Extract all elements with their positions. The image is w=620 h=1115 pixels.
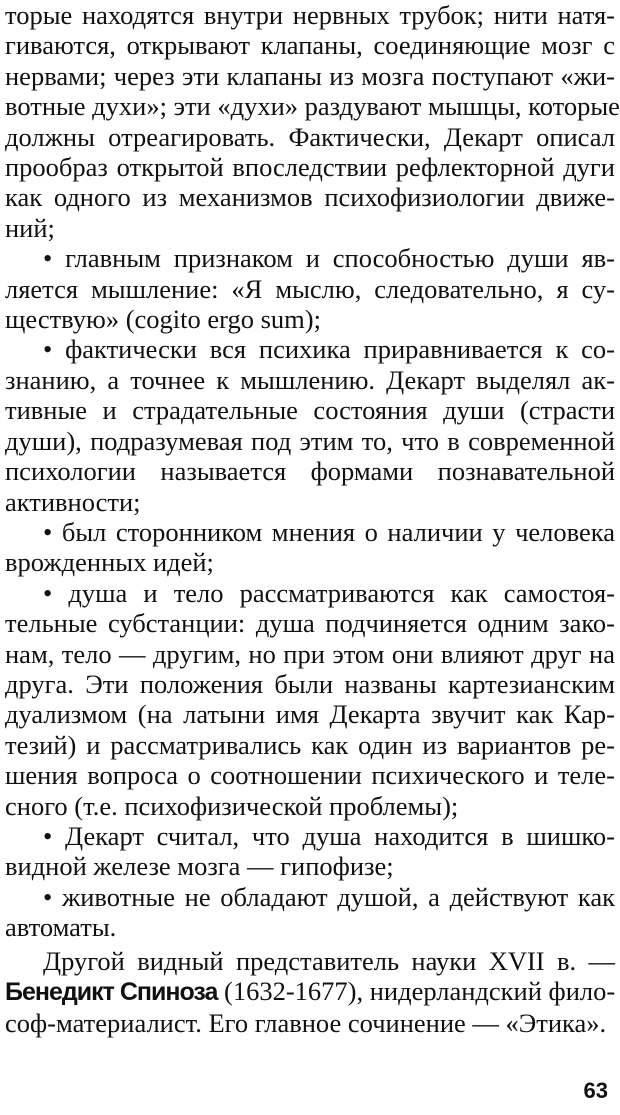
text-line: активности; (5, 486, 141, 517)
text-line: • главным признаком и способностью души яв- (43, 243, 615, 274)
text-line: друга. Эти положения были названы картезианским (5, 668, 615, 699)
text-line (5, 976, 615, 1007)
text-line: психологии называется формами познавательной (5, 456, 615, 487)
text-line: вотные духи»; эти «духи» раздувают мышцы, которые (5, 91, 620, 122)
paragraph (5, 578, 615, 821)
final-paragraph (5, 946, 615, 1038)
paragraph (5, 882, 615, 943)
text-span: (1632-1677), нидерландский фило- (217, 976, 616, 1007)
text-line: ществую» (cogito ergo sum); (5, 304, 321, 335)
text-line: тезий) и рассматривались как один из вариантов ре- (5, 729, 615, 760)
text-line: ний; (5, 212, 55, 243)
main-text-block (5, 0, 620, 943)
text-line: • Декарт считал, что душа находится в шишко- (43, 820, 615, 851)
text-line: торые находятся внутри нервных трубок; нити натя- (5, 0, 615, 30)
text-line: соф-материалист. Его главное сочинение — «Этика». (5, 1007, 607, 1038)
text-line: знанию, а точнее к мышлению. Декарт выделял ак- (5, 364, 615, 395)
text-line: • душа и тело рассматриваются как самостоя- (43, 577, 615, 608)
text-line: тивные и страдательные состояния души (страсти (5, 395, 615, 426)
text-line: тельные субстанции: душа подчиняется одним зако- (5, 608, 615, 639)
text-line: как одного из механизмов психофизиологии движе- (5, 182, 615, 213)
text-line: души), подразумевая под этим то, что в современной (5, 425, 615, 456)
page-number: 63 (583, 1078, 608, 1103)
text-line: автоматы. (5, 912, 117, 943)
text-line: прообраз открытой впоследствии рефлекторной дуги (5, 152, 615, 183)
text-line: • фактически вся психика приравнивается к со- (43, 334, 615, 365)
text-line: шения вопроса о соотношении психического и теле- (5, 760, 615, 791)
text-line: должны отреагировать. Фактически, Декарт описал (5, 121, 615, 152)
paragraph (5, 243, 615, 334)
text-line: дуализмом (на латыни имя Декарта звучит как Кар- (5, 699, 615, 730)
text-line: Другой видный представитель науки XVII в. — (43, 946, 615, 976)
text-line: врожденных идей; (5, 547, 214, 578)
paragraph (5, 334, 615, 516)
text-line: нервами; через эти клапаны из мозга поступают «жи- (5, 60, 615, 91)
paragraph (5, 821, 615, 882)
person-name-bold: Бенедикт Спиноза (5, 978, 218, 1007)
text-line: ляется мышление: «Я мыслю, следовательно, я су- (5, 273, 615, 304)
paragraph (5, 0, 620, 243)
text-line: нам, тело — другим, но при этом они влияют друг на (5, 638, 615, 669)
text-line: сного (т.е. психофизической проблемы); (5, 790, 459, 821)
paragraph (5, 517, 615, 578)
text-line: гиваются, открывают клапаны, соединяющие мозг с (5, 30, 615, 61)
text-line: • животные не обладают душой, а действуют как (43, 881, 615, 912)
text-line: • был сторонником мнения о наличии у человека (43, 516, 615, 547)
text-line: видной железе мозга — гипофизе; (5, 851, 394, 882)
